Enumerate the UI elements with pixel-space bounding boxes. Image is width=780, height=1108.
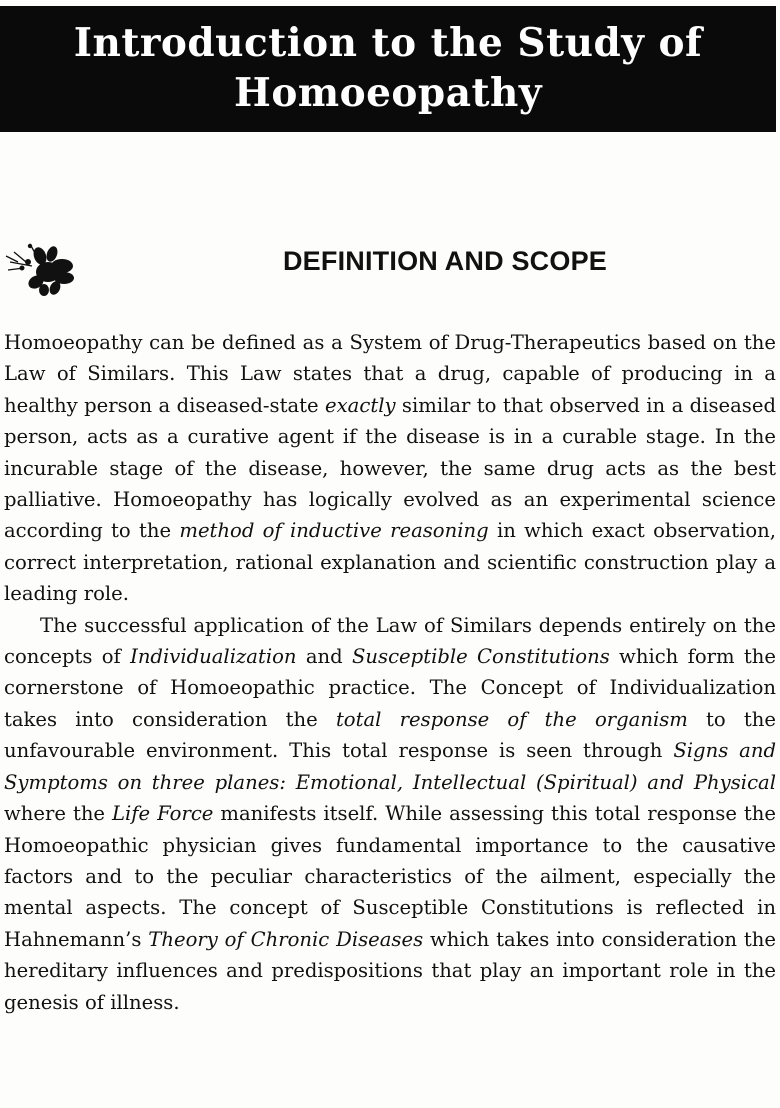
body-text [4,327,776,1018]
emphasis-run: Signs and Symptoms on three planes: Emotional, Intellectual (Spiritual) and Physical [4,739,776,794]
flower-ornament-icon [0,232,80,298]
text-run: in which exact observation, correct interpretation, rational explanation and scientific construction play a leading role. [4,519,776,606]
chapter-title-line-2: Homoeopathy [233,70,543,116]
text-run: similar to that observed in a diseased person, acts as a curative agent if the disease is in a curable stage. In the incurable stage of the disease, however, the same drug acts as the best palliative. Homoeopathy has logically evolved as an experimental science according to the [4,393,776,543]
emphasis-run: Theory of Chronic Diseases [148,927,424,951]
text-run: Homoeopathy can be defined as a System of Drug-Therapeutics based on the Law of Similars. This Law states that a drug, capable of producing in a healthy person a diseased-state [4,331,776,417]
section-title: DEFINITION AND SCOPE [282,246,608,276]
chapter-title-banner [0,6,776,132]
emphasis-run: method of inductive reasoning [179,519,489,543]
paragraph [4,327,776,610]
text-run: which form the cornerstone of Homoeopathic practice. The Concept of Individualization takes into consideration the [4,645,776,731]
emphasis-run: exactly [325,393,396,417]
emphasis-run: Susceptible Constitutions [351,645,610,669]
emphasis-run: total response of the organism [335,707,688,731]
text-run: which takes into consideration the hereditary influences and predispositions that play an important role in the genesis of illness. [4,927,776,1014]
text-run: manifests itself. While assessing this total response the Homoeopathic physician gives fundamental importance to the causative factors and to the peculiar characteristics of the ailment, especially the mental aspects. The concept of Susceptible Constitutions is reflected in Hahnemann’s [4,802,776,951]
section-heading-row [0,232,780,302]
text-run: and [296,645,352,669]
emphasis-run: Individualization [130,645,297,669]
text-run: The successful application of the Law of Similars depends entirely on the concepts of [4,613,776,669]
paragraph [4,610,776,1018]
chapter-title-line-1: Introduction to the Study of [73,20,703,66]
text-run: to the unfavourable environment. This total response is seen through [4,707,776,763]
text-run: where the [4,802,113,826]
emphasis-run: Life Force [112,802,214,826]
